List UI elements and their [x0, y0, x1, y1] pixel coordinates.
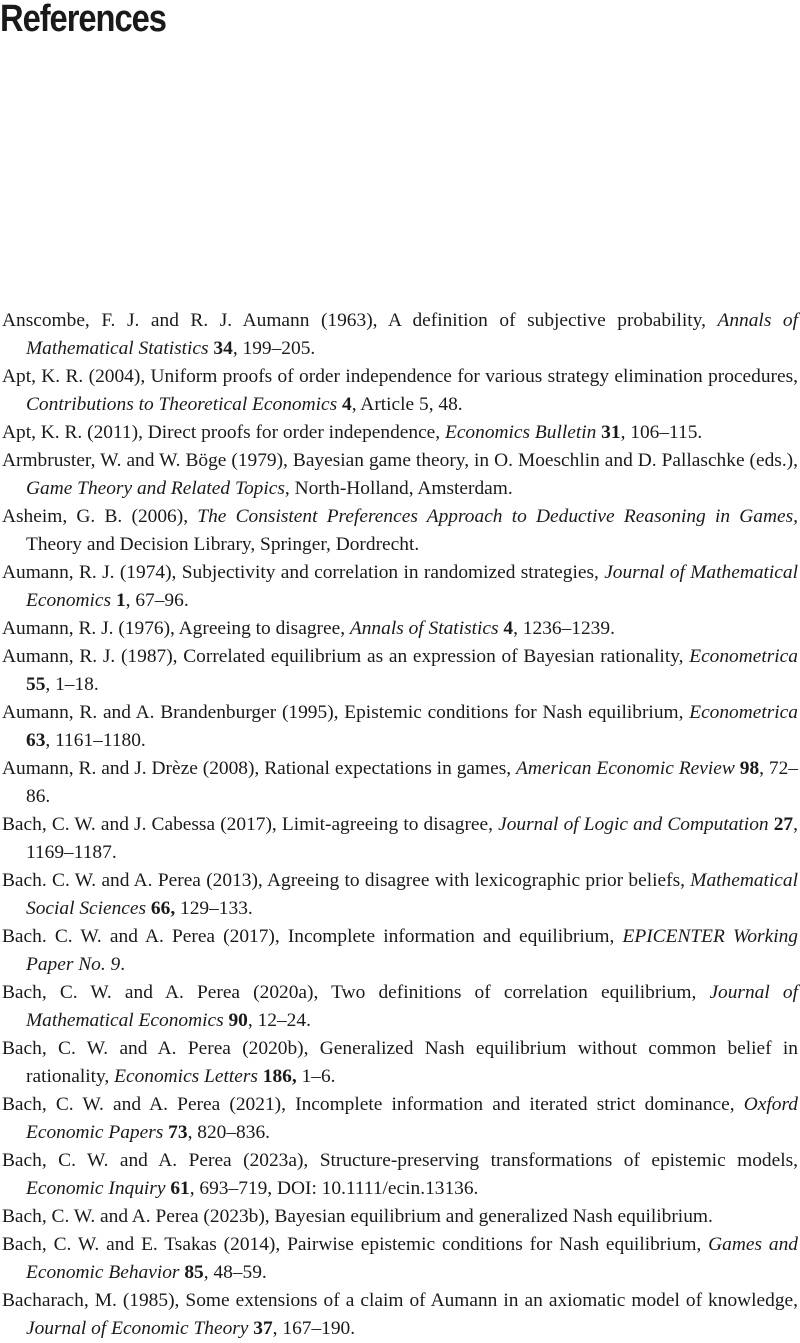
ref-tail: , 1161–1180.: [45, 730, 146, 751]
ref-volume: 63: [26, 730, 46, 751]
ref-volume: 73: [163, 1122, 188, 1143]
reference-item: [0, 1091, 798, 1147]
ref-tail: , 199–205.: [232, 338, 316, 359]
ref-text: Bacharach, M. (1985), Some extensions of a claim of Aumann in an axiomatic model of knowledge,: [2, 1290, 798, 1311]
ref-source: The Consistent Preferences Approach to Deductive Reasoning in Games,: [197, 506, 798, 527]
ref-tail: , 106–115.: [620, 422, 703, 443]
ref-tail: , Article 5, 48.: [351, 394, 463, 415]
ref-volume: 98: [734, 758, 760, 779]
reference-item: [0, 755, 798, 811]
reference-item: [0, 1203, 798, 1231]
ref-source: Economics Letters: [114, 1066, 258, 1087]
ref-tail: 1–6.: [296, 1066, 336, 1087]
ref-source: Journal of Logic and Computation: [498, 814, 769, 835]
reference-item: [0, 559, 798, 615]
ref-source: Economic Inquiry: [26, 1178, 166, 1199]
ref-volume: 90: [223, 1010, 248, 1031]
ref-text: Anscombe, F. J. and R. J. Aumann (1963), A definition of subjective probability,: [2, 310, 718, 331]
reference-item: [0, 363, 798, 419]
ref-text: Bach, C. W. and E. Tsakas (2014), Pairwise epistemic conditions for Nash equilibrium,: [2, 1234, 709, 1255]
ref-source: Journal of Mathematical Economics: [26, 562, 798, 611]
ref-text: Bach, C. W. and A. Perea (2023a), Structure-preserving transformations of epistemic models,: [2, 1150, 798, 1171]
ref-source: Econometrica: [689, 702, 798, 723]
ref-volume: 34: [208, 338, 233, 359]
ref-source: Contributions to Theoretical Economics: [26, 394, 338, 415]
ref-volume: 186,: [257, 1066, 297, 1087]
ref-text: Apt, K. R. (2004), Uniform proofs of order independence for various strategy elimination procedures,: [2, 366, 798, 387]
ref-source: Journal of Economic Theory: [26, 1318, 249, 1339]
reference-list: [0, 307, 798, 1343]
page-title: References: [0, 0, 166, 40]
ref-source: American Economic Review: [516, 758, 735, 779]
reference-item: [0, 1287, 798, 1343]
reference-item: [0, 643, 798, 699]
ref-text: Aumann, R. J. (1974), Subjectivity and correlation in randomized strategies,: [2, 562, 605, 583]
ref-tail: , 1–18.: [45, 674, 99, 695]
reference-item: [0, 419, 798, 447]
reference-item: [0, 1147, 798, 1203]
ref-text: Bach, C. W. and A. Perea (2021), Incomplete information and iterated strict dominance,: [2, 1094, 744, 1115]
reference-item: [0, 503, 798, 559]
ref-source: Economics Bulletin: [444, 422, 597, 443]
ref-tail: , 1169–1187.: [26, 814, 798, 863]
ref-volume: 61: [165, 1178, 190, 1199]
reference-item: [0, 699, 798, 755]
ref-text: Bach. C. W. and A. Perea (2013), Agreeing to disagree with lexicographic prior beliefs,: [2, 870, 691, 891]
ref-text: Bach, C. W. and A. Perea (2020a), Two definitions of correlation equilibrium,: [2, 982, 710, 1003]
ref-tail: Theory and Decision Library, Springer, Dordrecht.: [26, 534, 420, 555]
ref-source: Annals of Statistics: [349, 618, 499, 639]
reference-item: [0, 1231, 798, 1287]
ref-source: Journal of Mathematical Economics: [26, 982, 798, 1031]
ref-source: Games and Economic Behavior: [26, 1234, 798, 1283]
ref-source: EPICENTER Working Paper No. 9: [26, 926, 798, 975]
ref-text: Aumann, R. and A. Brandenburger (1995), Epistemic conditions for Nash equilibrium,: [2, 702, 690, 723]
ref-text: Apt, K. R. (2011), Direct proofs for order independence,: [2, 422, 445, 443]
ref-source: Mathematical Social Sciences: [26, 870, 798, 919]
ref-tail: , 48–59.: [203, 1262, 267, 1283]
ref-text: Bach, C. W. and A. Perea (2020b), Generalized Nash equilibrium without common belief in rationality,: [2, 1038, 798, 1087]
ref-tail: , 12–24.: [247, 1010, 311, 1031]
reference-item: [0, 979, 798, 1035]
ref-text: Aumann, R. and J. Drèze (2008), Rational expectations in games,: [2, 758, 517, 779]
ref-volume: 1: [111, 590, 126, 611]
reference-item: [0, 867, 798, 923]
ref-source: Annals of Mathematical Statistics: [26, 310, 798, 359]
ref-volume: 4: [498, 618, 514, 639]
ref-source: Game Theory and Related Topics: [26, 478, 285, 499]
ref-volume: 85: [179, 1262, 204, 1283]
ref-tail: , 693–719, DOI: 10.1111/ecin.13136.: [189, 1178, 479, 1199]
ref-tail: , 167–190.: [272, 1318, 356, 1339]
ref-volume: 66,: [146, 898, 176, 919]
ref-source: Oxford Economic Papers: [26, 1094, 798, 1143]
ref-tail: 129–133.: [175, 898, 253, 919]
reference-item: [0, 447, 798, 503]
reference-item: [0, 307, 798, 363]
ref-tail: , 72–86.: [26, 758, 799, 807]
ref-tail: , 1236–1239.: [513, 618, 615, 639]
reference-item: [0, 1035, 798, 1091]
ref-volume: 27: [768, 814, 794, 835]
ref-text: Bach. C. W. and A. Perea (2017), Incomplete information and equilibrium,: [2, 926, 623, 947]
ref-text: Aumann, R. J. (1976), Agreeing to disagree,: [2, 618, 350, 639]
ref-volume: 4: [337, 394, 352, 415]
ref-source: Econometrica: [689, 646, 798, 667]
ref-text: Bach, C. W. and A. Perea (2023b), Bayesian equilibrium and generalized Nash equilibrium.: [2, 1206, 713, 1227]
ref-tail: .: [120, 954, 126, 975]
ref-volume: 55: [26, 674, 46, 695]
ref-volume: 37: [248, 1318, 273, 1339]
ref-text: Armbruster, W. and W. Böge (1979), Bayesian game theory, in O. Moeschlin and D. Pallaschke (eds.),: [2, 450, 798, 471]
ref-tail: , North-Holland, Amsterdam.: [284, 478, 513, 499]
ref-text: Bach, C. W. and J. Cabessa (2017), Limit-agreeing to disagree,: [2, 814, 499, 835]
reference-item: [0, 811, 798, 867]
ref-tail: , 67–96.: [125, 590, 189, 611]
reference-item: [0, 923, 798, 979]
reference-item: [0, 615, 798, 643]
ref-text: Aumann, R. J. (1987), Correlated equilibrium as an expression of Bayesian rationality,: [2, 646, 690, 667]
ref-text: Asheim, G. B. (2006),: [2, 506, 198, 527]
ref-volume: 31: [596, 422, 621, 443]
ref-tail: , 820–836.: [187, 1122, 270, 1143]
